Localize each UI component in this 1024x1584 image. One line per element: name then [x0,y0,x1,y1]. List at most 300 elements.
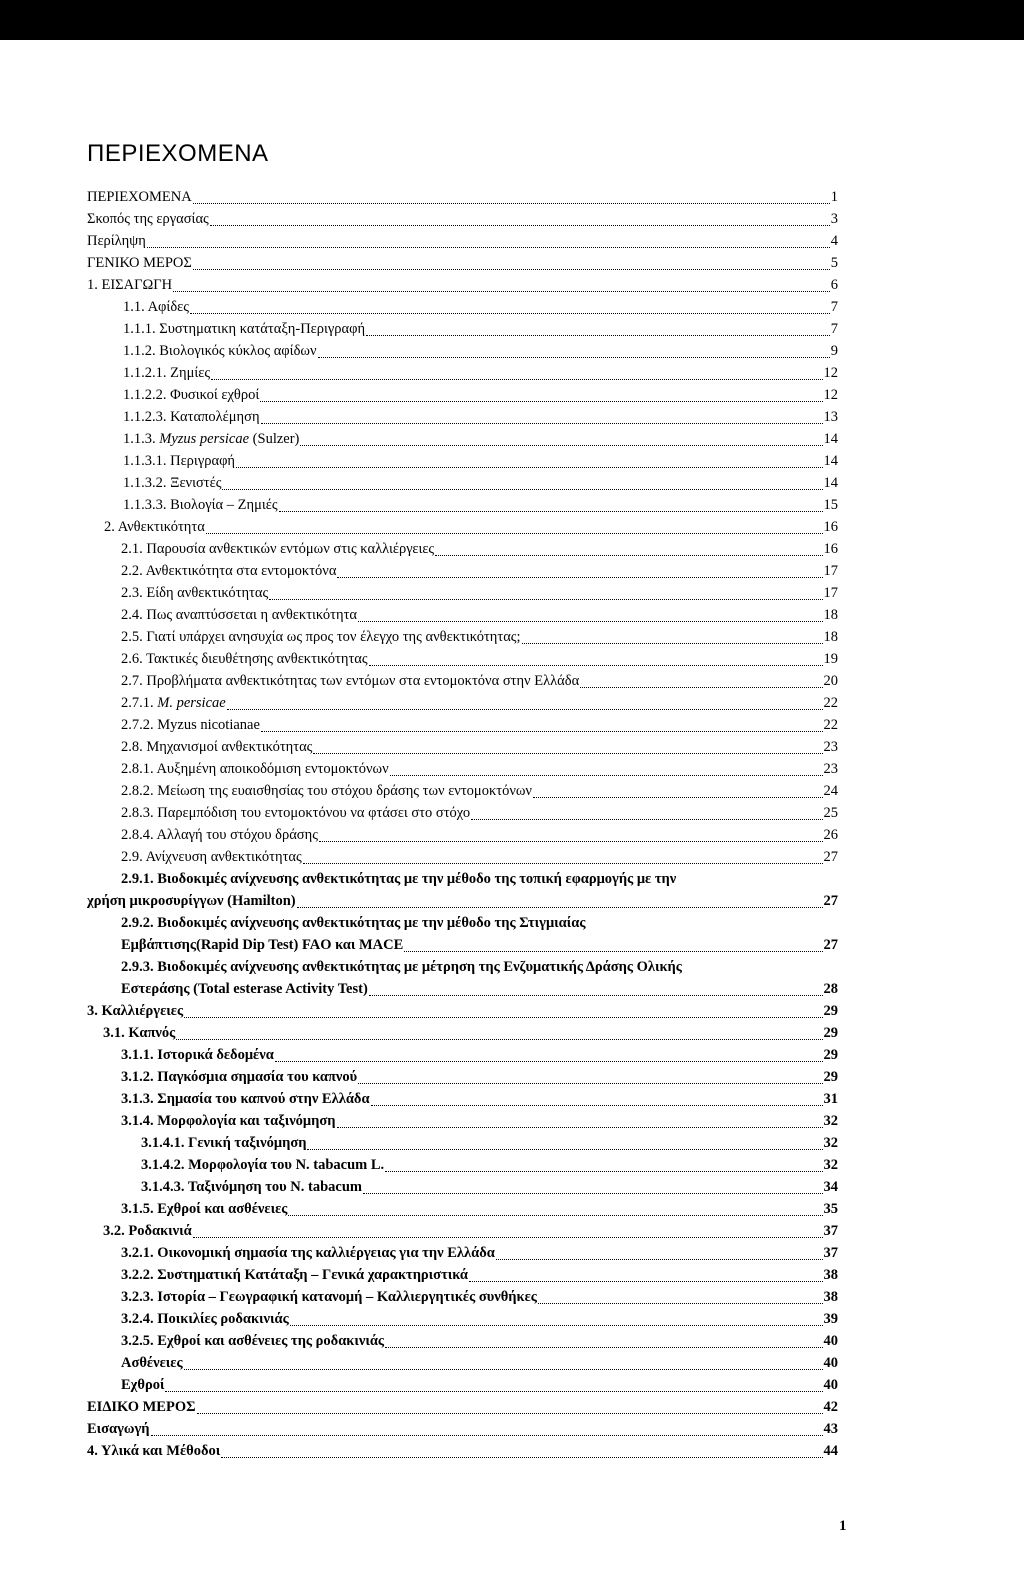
toc-entry-page: 38 [823,1289,838,1305]
toc-leader-dots [371,1105,823,1106]
toc-entry-title: ΓΕΝΙΚΟ ΜΕΡΟΣ [87,255,192,271]
toc-leader-dots [580,687,822,688]
toc-leader-dots [222,489,822,490]
toc-entry-title: Αλλαγή του στόχου δράσης [156,827,318,843]
toc-leader-dots [369,665,823,666]
toc-entry-label [121,846,302,868]
toc-entry-label [87,1418,150,1440]
toc-entry[interactable] [121,824,838,846]
toc-entry-number: 3.1.2. [121,1069,158,1085]
toc-leader-dots [165,1391,822,1392]
toc-entry-title: ΕΙΣΑΓΩΓΗ [101,277,173,293]
toc-entry-number: 1. [87,277,102,293]
toc-entry-number: 2. [104,519,118,535]
toc-entry[interactable] [121,604,838,626]
toc-entry[interactable] [121,1044,838,1066]
toc-entry[interactable] [121,692,838,714]
toc-entry-title: Περίληψη [87,233,146,249]
toc-entry-page: 26 [823,827,838,843]
toc-entry-number: 2.9.3. [121,959,158,975]
toc-entry-label [104,516,205,538]
toc-entry-title: Ανθεκτικότητα στα εντομοκτόνα [145,563,337,579]
toc-entry-page: 35 [823,1201,838,1217]
toc-entry-page: 23 [823,739,838,755]
toc-entry-page: 42 [823,1399,838,1415]
toc-entry-title: Εχθροί [121,1377,165,1393]
toc-entry[interactable] [121,1110,838,1132]
toc-entry-label [123,384,259,406]
toc-entry-title: Βιοδοκιμές ανίχνευσης ανθεκτικότητας με την μέθοδο της τοπική εφαρμογής με την [157,871,677,887]
toc-entry-title: Ασθένειες [121,1355,183,1371]
toc-entry[interactable] [121,780,838,802]
toc-entry-label [121,956,682,978]
toc-entry-page: 16 [823,519,838,535]
toc-entry-label [121,1242,495,1264]
toc-entry-number: 1.1. [123,299,148,315]
toc-entry-title: Ξενιστές [170,475,222,491]
toc-entry[interactable] [121,1242,838,1264]
toc-entry-page: 29 [823,1069,838,1085]
toc-entry-title: Οικονομική σημασία της καλλιέργειας για την Ελλάδα [157,1245,495,1261]
toc-entry-number: 3.1.1. [121,1047,158,1063]
toc-entry-number: 2.8.4. [121,827,157,843]
toc-entry-number: 2.7. [121,673,147,689]
toc-entry[interactable] [141,1154,838,1176]
toc-entry-label [121,1044,274,1066]
toc-leader-dots [290,1325,823,1326]
toc-entry-title: Εχθροί και ασθένειες [157,1201,288,1217]
toc-entry-page: 31 [823,1091,838,1107]
page-title: ΠΕΡΙΕΧΟΜΕΝΑ [87,140,269,167]
toc-entry-label [121,780,532,802]
toc-entry-page: 29 [823,1025,838,1041]
toc-leader-dots [319,841,823,842]
toc-entry-title: Τακτικές διευθέτησης ανθεκτικότητας [146,651,368,667]
toc-entry-page: 27 [823,893,838,909]
toc-leader-dots [522,643,823,644]
toc-entry-title: Μείωση της ευαισθησίας του στόχου δράσης των εντομοκτόνων [157,783,532,799]
toc-entry-page: 40 [823,1377,838,1393]
toc-entry-title: Ανθεκτικότητα [117,519,205,535]
toc-entry-label [123,340,317,362]
toc-entry[interactable] [121,912,838,934]
toc-entry-page: 44 [823,1443,838,1459]
toc-entry-label [121,1330,384,1352]
toc-entry-title: ΠΕΡΙΕΧΟΜΕΝΑ [87,189,192,205]
toc-entry-label [121,692,226,714]
toc-entry-label [121,1264,468,1286]
toc-entry-page: 5 [830,255,838,271]
toc-entry-title: Περιγραφή [170,453,236,469]
toc-leader-dots [261,731,823,732]
toc-entry-title: Παγκόσμια σημασία του καπνού [157,1069,358,1085]
toc-entry-title: Πως αναπτύσσεται η ανθεκτικότητα [146,607,358,623]
toc-entry-page: 4 [830,233,838,249]
toc-entry-page: 17 [823,585,838,601]
toc-entry[interactable] [121,758,838,780]
toc-entry[interactable] [123,296,838,318]
toc-leader-dots [435,555,822,556]
toc-entry-label [87,186,192,208]
toc-entry-title: Σκοπός της εργασίας [87,211,209,227]
toc-entry-continuation[interactable] [121,934,838,956]
toc-entry-title: Υλικά και Μέθοδοι [100,1443,221,1459]
toc-entry-number: 1.1.3.2. [123,475,171,491]
toc-leader-dots [288,1215,822,1216]
toc-entry[interactable] [87,186,838,208]
toc-entry[interactable] [121,648,838,670]
toc-entry[interactable] [121,1374,838,1396]
toc-entry-label [121,1374,164,1396]
toc-entry[interactable] [121,560,838,582]
toc-entry-page: 37 [823,1223,838,1239]
toc-leader-dots [193,203,830,204]
toc-entry-number: 1.1.2.2. [123,387,171,403]
toc-leader-dots [385,1347,822,1348]
toc-entry-page: 7 [830,299,838,315]
toc-entry-number: 3.2.4. [121,1311,158,1327]
toc-entry-title: Ιστορία – Γεωγραφική κατανομή – Καλλιεργητικές συνθήκες [157,1289,537,1305]
toc-entry-page: 38 [823,1267,838,1283]
toc-entry-title: Myzus nicotianae [157,717,260,733]
toc-entry[interactable] [121,868,838,890]
toc-leader-dots [269,599,822,600]
toc-entry[interactable] [121,802,838,824]
toc-leader-dots [337,1127,823,1128]
toc-entry-number: 2.8.2. [121,783,158,799]
toc-entry[interactable] [121,1066,838,1088]
toc-entry-page: 32 [823,1113,838,1129]
toc-entry[interactable] [121,1308,838,1330]
toc-leader-dots [190,313,830,314]
toc-entry[interactable] [87,230,838,252]
toc-leader-dots [197,1413,823,1414]
toc-entry-number: 3.1.4.1. [141,1135,189,1151]
toc-entry-page: 40 [823,1333,838,1349]
toc-leader-dots [260,401,822,402]
toc-entry-page: 9 [830,343,838,359]
toc-leader-dots [173,291,830,292]
toc-entry-label [121,1308,289,1330]
toc-entry-label [121,1088,370,1110]
toc-entry[interactable] [121,1286,838,1308]
toc-entry-number: 3.2.1. [121,1245,158,1261]
toc-entry-page: 3 [830,211,838,227]
toc-entry-label [87,1396,196,1418]
toc-entry-number: 3.2. [103,1223,129,1239]
toc-entry-page: 18 [823,629,838,645]
toc-entry-page: 39 [823,1311,838,1327]
toc-leader-dots [206,533,823,534]
toc-entry-label [87,208,209,230]
toc-leader-dots [236,467,822,468]
toc-entry[interactable] [121,956,838,978]
toc-entry-label [141,1132,306,1154]
toc-entry[interactable] [123,340,838,362]
toc-leader-dots [279,511,823,512]
toc-entry-continuation[interactable] [121,978,838,1000]
toc-entry-page: 37 [823,1245,838,1261]
toc-entry[interactable] [123,362,838,384]
toc-entry-page: 22 [823,717,838,733]
toc-entry-number: 4. [87,1443,101,1459]
toc-entry[interactable] [121,1264,838,1286]
toc-entry-page: 18 [823,607,838,623]
toc-entry-label [121,758,389,780]
toc-entry-label [123,296,189,318]
toc-entry[interactable] [87,1396,838,1418]
toc-leader-dots [390,775,823,776]
toc-entry-title: Εισαγωγή [87,1421,150,1437]
toc-entry-title: Βιολογία – Ζημιές [170,497,278,513]
toc-entry-title: Καταπολέμηση [170,409,260,425]
toc-entry-number: 2.4. [121,607,147,623]
toc-entry-number: 2.1. [121,541,147,557]
toc-entry-number: 3.2.3. [121,1289,158,1305]
toc-entry-title: Ζημίες [170,365,211,381]
toc-entry-continuation-text: Εμβάπτισης(Rapid Dip Test) FAO και MACE [121,937,404,953]
toc-entry-number: 3.1.3. [121,1091,158,1107]
toc-leader-dots [147,247,830,248]
toc-leader-dots [227,709,823,710]
toc-entry-label [103,1022,175,1044]
toc-entry[interactable] [121,582,838,604]
toc-entry-title: M. persicae [157,695,226,711]
toc-entry-number: 3.2.2. [121,1267,158,1283]
toc-entry-label [141,1176,362,1198]
toc-entry-number: 3.1. [103,1025,129,1041]
toc-entry-label [121,1286,537,1308]
toc-entry-page: 13 [823,409,838,425]
toc-entry-title: Συστηματικη κατάταξη-Περιγραφή [159,321,366,337]
toc-entry[interactable] [121,1198,838,1220]
toc-entry-title: Βιοδοκιμές ανίχνευσης ανθεκτικότητας με μέτρηση της Ενζυματικής Δράσης Ολικής [157,959,682,975]
toc-entry-label [123,450,235,472]
toc-leader-dots [303,863,823,864]
toc-entry-title: Προβλήματα ανθεκτικότητας των εντόμων στα εντομοκτόνα στην Ελλάδα [146,673,580,689]
toc-entry-label [87,1440,220,1462]
toc-entry-page: 24 [823,783,838,799]
toc-entry[interactable] [141,1176,838,1198]
toc-leader-dots [469,1281,823,1282]
toc-leader-dots [297,907,823,908]
toc-entry[interactable] [87,1418,838,1440]
toc-entry-label [141,1154,384,1176]
toc-entry-number: 1.1.3. [123,431,160,447]
toc-entry[interactable] [123,450,838,472]
toc-leader-dots [184,1017,822,1018]
toc-entry[interactable] [87,1440,838,1462]
toc-entry-label [121,560,336,582]
toc-entry-page: 29 [823,1003,838,1019]
toc-entry-number: 1.1.1. [123,321,160,337]
toc-entry-number: 2.6. [121,651,147,667]
toc-entry[interactable] [123,494,838,516]
toc-entry-number: 3.2.5. [121,1333,158,1349]
toc-entry-number: 2.9.2. [121,915,158,931]
toc-entry-number: 1.1.2. [123,343,160,359]
toc-leader-dots [300,445,822,446]
toc-entry-page: 28 [823,981,838,997]
toc-entry-title: Παρεμπόδιση του εντομοκτόνου να φτάσει στο στόχο [157,805,471,821]
toc-entry-label [121,538,434,560]
toc-entry[interactable] [123,472,838,494]
toc-entry-title: Ανίχνευση ανθεκτικότητας [145,849,302,865]
toc-entry[interactable] [123,384,838,406]
toc-entry-number: 2.9.1. [121,871,158,887]
toc-entry-label [121,1198,287,1220]
toc-entry[interactable] [121,1330,838,1352]
toc-entry-page: 19 [823,651,838,667]
toc-entry-title: Ροδακινιά [128,1223,192,1239]
toc-entry-number: 2.3. [121,585,147,601]
toc-entry-page: 23 [823,761,838,777]
toc-entry-label [87,1000,183,1022]
toc-entry-title: Είδη ανθεκτικότητας [146,585,269,601]
toc-leader-dots [471,819,822,820]
toc-entry-label [103,1220,192,1242]
toc-entry-page: 14 [823,475,838,491]
toc-entry[interactable] [104,516,838,538]
toc-leader-dots [193,269,830,270]
toc-entry-continuation-text: χρήση μικροσυρίγγων (Hamilton) [87,893,296,909]
toc-entry[interactable] [121,538,838,560]
toc-entry-label [123,318,365,340]
toc-entry-label [121,1110,336,1132]
toc-entry[interactable] [87,208,838,230]
toc-leader-dots [313,753,822,754]
toc-entry-page: 15 [823,497,838,513]
toc-entry[interactable] [123,318,838,340]
toc-entry-page: 29 [823,1047,838,1063]
toc-entry-number: 2.8. [121,739,147,755]
toc-entry[interactable] [121,846,838,868]
toc-entry-number: 3.1.4.2. [141,1157,189,1173]
toc-entry-label [121,714,260,736]
toc-entry-title: Μορφολογία και ταξινόμηση [157,1113,336,1129]
toc-entry-title: Παρουσία ανθεκτικών εντόμων στις καλλιέργειες [146,541,435,557]
toc-entry-number: 2.7.1. [121,695,158,711]
toc-entry-number: 3. [87,1003,102,1019]
toc-entry-number: 2.8.1. [121,761,157,777]
toc-entry[interactable] [121,714,838,736]
toc-leader-dots [369,995,823,996]
toc-leader-dots [538,1303,823,1304]
toc-leader-dots [404,951,822,952]
toc-entry-number: 3.1.4. [121,1113,158,1129]
toc-entry[interactable] [87,252,838,274]
toc-entry-label [87,230,146,252]
toc-entry-title: Ιστορικά δεδομένα [157,1047,274,1063]
toc-leader-dots [176,1039,822,1040]
toc-entry[interactable] [141,1132,838,1154]
toc-entry-page: 1 [830,189,838,205]
toc-entry-title: Σημασία του καπνού στην Ελλάδα [157,1091,370,1107]
toc-entry-number: 3.1.5. [121,1201,158,1217]
toc-entry-title: Βιολογικός κύκλος αφίδων [159,343,317,359]
toc-entry-label [121,802,470,824]
toc-entry[interactable] [121,1088,838,1110]
toc-entry-number: 2.7.2. [121,717,158,733]
toc-entry-page: 22 [823,695,838,711]
toc-entry-number: 1.1.2.3. [123,409,171,425]
toc-entry-label [123,494,278,516]
toc-entry[interactable] [121,626,838,648]
toc-entry-page: 14 [823,431,838,447]
toc-entry[interactable] [87,1000,838,1022]
toc-entry-page: 17 [823,563,838,579]
toc-entry-title: Καπνός [128,1025,176,1041]
toc-leader-dots [275,1061,823,1062]
toc-entry-page: 40 [823,1355,838,1371]
toc-leader-dots [337,577,822,578]
scan-top-border [0,0,1024,40]
toc-entry-number: 2.9. [121,849,146,865]
toc-entry-page: 25 [823,805,838,821]
toc-entry-page: 32 [823,1135,838,1151]
toc-leader-dots [210,225,830,226]
toc-entry[interactable] [123,428,838,450]
toc-leader-dots [358,1083,822,1084]
toc-entry-page: 27 [823,849,838,865]
toc-entry-number: 3.1.4.3. [141,1179,188,1195]
toc-leader-dots [358,621,822,622]
toc-leader-dots [496,1259,823,1260]
toc-entry[interactable] [103,1220,838,1242]
toc-entry[interactable] [123,406,838,428]
toc-entry-page: 12 [823,387,838,403]
toc-entry-page: 7 [830,321,838,337]
toc-entry-label [123,362,210,384]
toc-entry-title: Φυσικοί εχθροί [170,387,260,403]
toc-entry-label [121,670,579,692]
toc-entry-title: Συστηματική Κατάταξη – Γενικά χαρακτηριστικά [157,1267,468,1283]
toc-entry-title: Γιατί υπάρχει ανησυχία ως προς τον έλεγχο της ανθεκτικότητας; [146,629,521,645]
toc-entry-page: 27 [823,937,838,953]
toc-leader-dots [533,797,823,798]
toc-entry-title: Καλλιέργειες [101,1003,184,1019]
toc-entry-title: Μορφολογία του N. tabacum L. [188,1157,385,1173]
toc-leader-dots [193,1237,823,1238]
toc-entry[interactable] [87,274,838,296]
toc-entry-title: Εχθροί και ασθένειες της ροδακινιάς [157,1333,385,1349]
toc-entry-label [123,472,221,494]
toc-entry-label [123,406,260,428]
toc-entry-label [121,626,521,648]
toc-entry-continuation[interactable] [87,890,838,912]
toc-entry-label [121,736,312,758]
toc-entry-label [87,252,192,274]
toc-entry-number: 2.8.3. [121,805,158,821]
toc-entry-label [121,604,357,626]
toc-entry[interactable] [121,1352,838,1374]
toc-entry[interactable] [121,736,838,758]
toc-entry-number: 1.1.2.1. [123,365,171,381]
toc-entry-page: 20 [823,673,838,689]
toc-entry-title: Γενική ταξινόμηση [188,1135,307,1151]
toc-leader-dots [261,423,823,424]
toc-entry[interactable] [121,670,838,692]
toc-entry-title: Αυξημένη αποικοδόμιση εντομοκτόνων [156,761,389,777]
toc-leader-dots [307,1149,822,1150]
page-number: 1 [839,1518,847,1534]
toc-entry-label [121,1352,183,1374]
toc-entry-page: 6 [830,277,838,293]
toc-entry-page: 14 [823,453,838,469]
toc-entry-label [87,274,172,296]
toc-entry-title-rest: (Sulzer) [249,431,300,447]
toc-entry[interactable] [103,1022,838,1044]
